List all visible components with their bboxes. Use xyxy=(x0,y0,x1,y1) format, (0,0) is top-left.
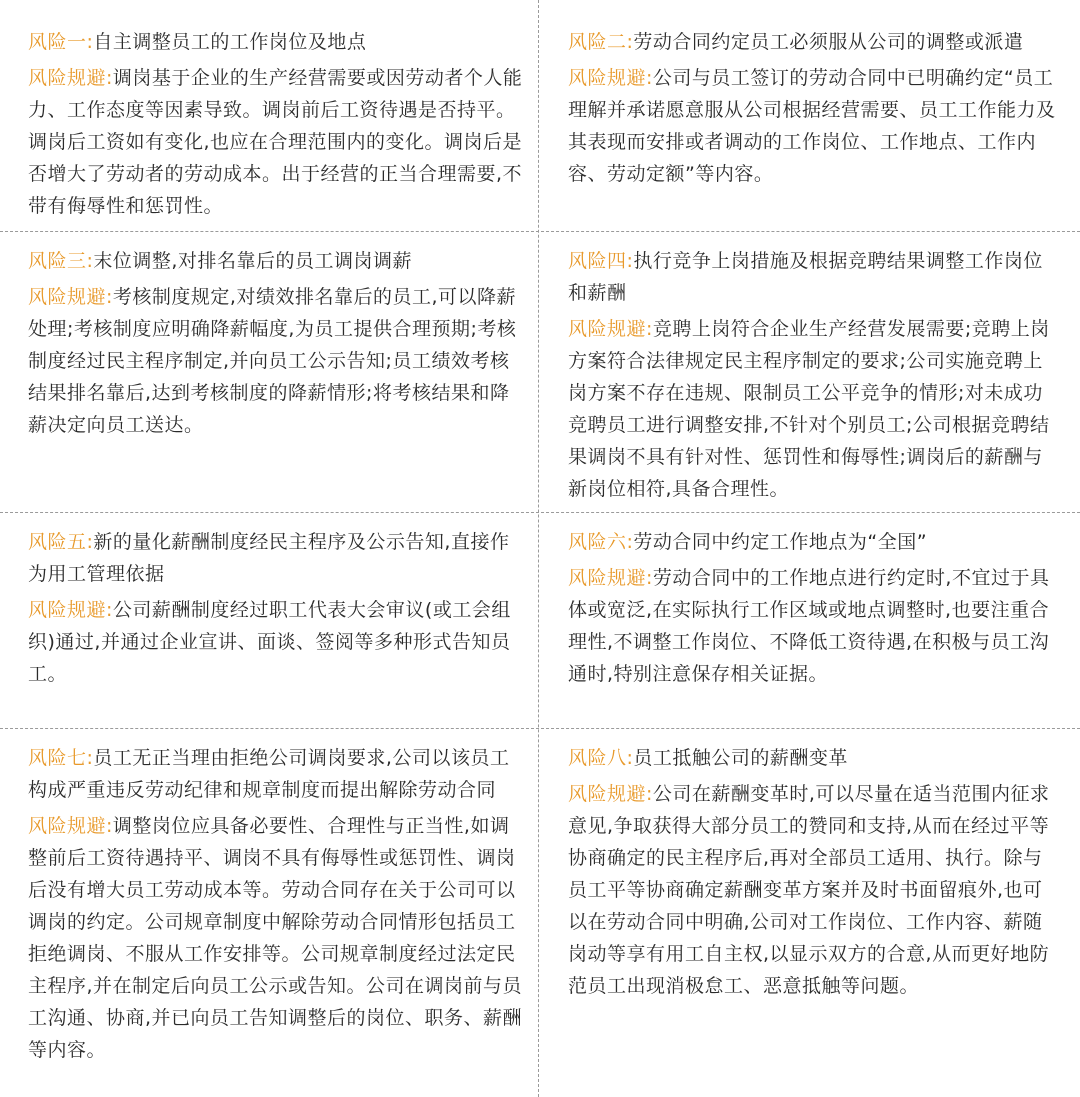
risk-label: 风险五: xyxy=(28,531,94,553)
risk-title: 员工无正当理由拒绝公司调岗要求,公司以该员工构成严重违反劳动纪律和规章制度而提出解除劳动合同 xyxy=(28,747,510,801)
risk-title-line xyxy=(28,526,524,590)
risk-avoid-text: 调整岗位应具备必要性、合理性与正当性,如调整前后工资待遇持平、调岗不具有侮辱性或惩罚性、调岗后没有增大员工劳动成本等。劳动合同存在关于公司可以调岗的约定。公司规章制度中解除劳动合同情形包括员工拒绝调岗、不服从工作安排等。公司规章制度经过法定民主程序,并在制定后向员工公示或告知。公司在调岗前与员工沟通、协商,并已向员工告知调整后的岗位、职务、薪酬等内容。 xyxy=(28,815,523,1061)
risk-label: 风险四: xyxy=(568,250,634,272)
risk-title-line xyxy=(568,245,1062,309)
avoid-label: 风险规避: xyxy=(28,599,113,621)
risk-label: 风险三: xyxy=(28,250,94,272)
vertical-divider xyxy=(538,0,539,1097)
risk-label: 风险六: xyxy=(568,531,634,553)
risk-avoid-line xyxy=(568,313,1062,505)
avoid-label: 风险规避: xyxy=(568,67,653,89)
risk-avoid-text: 考核制度规定,对绩效排名靠后的员工,可以降薪处理;考核制度应明确降薪幅度,为员工提供合理预期;考核制度经过民主程序制定,并向员工公示告知;员工绩效考核结果排名靠后,达到考核制度的降薪情形;将考核结果和降薪决定向员工送达。 xyxy=(28,286,517,436)
risk-cell-3 xyxy=(28,245,524,445)
risk-title: 员工抵触公司的薪酬变革 xyxy=(633,747,848,769)
row-divider xyxy=(0,728,1080,729)
risk-title-line xyxy=(28,742,524,806)
risk-avoid-text: 公司在薪酬变革时,可以尽量在适当范围内征求意见,争取获得大部分员工的赞同和支持,从而在经过平等协商确定的民主程序后,再对全部员工适用、执行。除与员工平等协商确定薪酬变革方案并及时书面留痕外,也可以在劳动合同中明确,公司对工作岗位、工作内容、薪随岗动等享有用工自主权,以显示双方的合意,从而更好地防范员工出现消极怠工、恶意抵触等问题。 xyxy=(568,783,1050,997)
avoid-label: 风险规避: xyxy=(568,318,653,340)
risk-cell-2 xyxy=(568,26,1062,194)
risk-cell-6 xyxy=(568,526,1062,694)
risk-cell-4 xyxy=(568,245,1062,509)
risk-title-line xyxy=(28,245,524,277)
risk-label: 风险二: xyxy=(568,31,634,53)
risk-avoid-line xyxy=(28,594,524,690)
risk-avoid-text: 调岗基于企业的生产经营需要或因劳动者个人能力、工作态度等因素导致。调岗前后工资待遇是否持平。调岗后工资如有变化,也应在合理范围内的变化。调岗后是否增大了劳动者的劳动成本。出于经营的正当合理需要,不带有侮辱性和惩罚性。 xyxy=(28,67,523,217)
risk-avoid-text: 公司薪酬制度经过职工代表大会审议(或工会组织)通过,并通过企业宣讲、面谈、签阅等多种形式告知员工。 xyxy=(28,599,511,685)
risk-label: 风险七: xyxy=(28,747,94,769)
risk-avoid-line xyxy=(28,62,524,222)
risk-cell-8 xyxy=(568,742,1062,1006)
risk-cell-1 xyxy=(28,26,524,226)
risk-title: 劳动合同中约定工作地点为“全国” xyxy=(633,531,928,553)
risk-title-line xyxy=(568,742,1062,774)
risk-title-line xyxy=(568,526,1062,558)
risk-avoid-text: 公司与员工签订的劳动合同中已明确约定“员工理解并承诺愿意服从公司根据经营需要、员工工作能力及其表现而安排或者调动的工作岗位、工作地点、工作内容、劳动定额”等内容。 xyxy=(568,67,1056,185)
risk-avoid-line xyxy=(28,281,524,441)
risk-label: 风险一: xyxy=(28,31,94,53)
risk-title: 劳动合同约定员工必须服从公司的调整或派遣 xyxy=(633,31,1024,53)
risk-title-line xyxy=(568,26,1062,58)
risk-avoid-line xyxy=(28,810,524,1066)
risk-title: 新的量化薪酬制度经民主程序及公示告知,直接作为用工管理依据 xyxy=(28,531,510,585)
row-divider xyxy=(0,512,1080,513)
avoid-label: 风险规避: xyxy=(568,567,653,589)
risk-cell-7 xyxy=(28,742,524,1070)
risk-cell-5 xyxy=(28,526,524,694)
risk-avoid-line xyxy=(568,778,1062,1002)
risk-avoid-text: 竞聘上岗符合企业生产经营发展需要;竞聘上岗方案符合法律规定民主程序制定的要求;公司实施竞聘上岗方案不存在违规、限制员工公平竞争的情形;对未成功竞聘员工进行调整安排,不针对个别员工;公司根据竞聘结果调岗不具有针对性、惩罚性和侮辱性;调岗后的薪酬与新岗位相符,具备合理性。 xyxy=(568,318,1050,500)
risk-avoid-text: 劳动合同中的工作地点进行约定时,不宜过于具体或宽泛,在实际执行工作区域或地点调整时,也要注重合理性,不调整工作岗位、不降低工资待遇,在积极与员工沟通时,特别注意保存相关证据。 xyxy=(568,567,1050,685)
risk-avoid-line xyxy=(568,562,1062,690)
risk-label: 风险八: xyxy=(568,747,634,769)
risk-title: 自主调整员工的工作岗位及地点 xyxy=(93,31,367,53)
risk-title: 末位调整,对排名靠后的员工调岗调薪 xyxy=(93,250,412,272)
risk-title-line xyxy=(28,26,524,58)
avoid-label: 风险规避: xyxy=(28,815,113,837)
avoid-label: 风险规避: xyxy=(28,67,113,89)
avoid-label: 风险规避: xyxy=(568,783,653,805)
row-divider xyxy=(0,231,1080,232)
risk-avoid-line xyxy=(568,62,1062,190)
avoid-label: 风险规避: xyxy=(28,286,113,308)
risk-title: 执行竞争上岗措施及根据竞聘结果调整工作岗位和薪酬 xyxy=(568,250,1043,304)
